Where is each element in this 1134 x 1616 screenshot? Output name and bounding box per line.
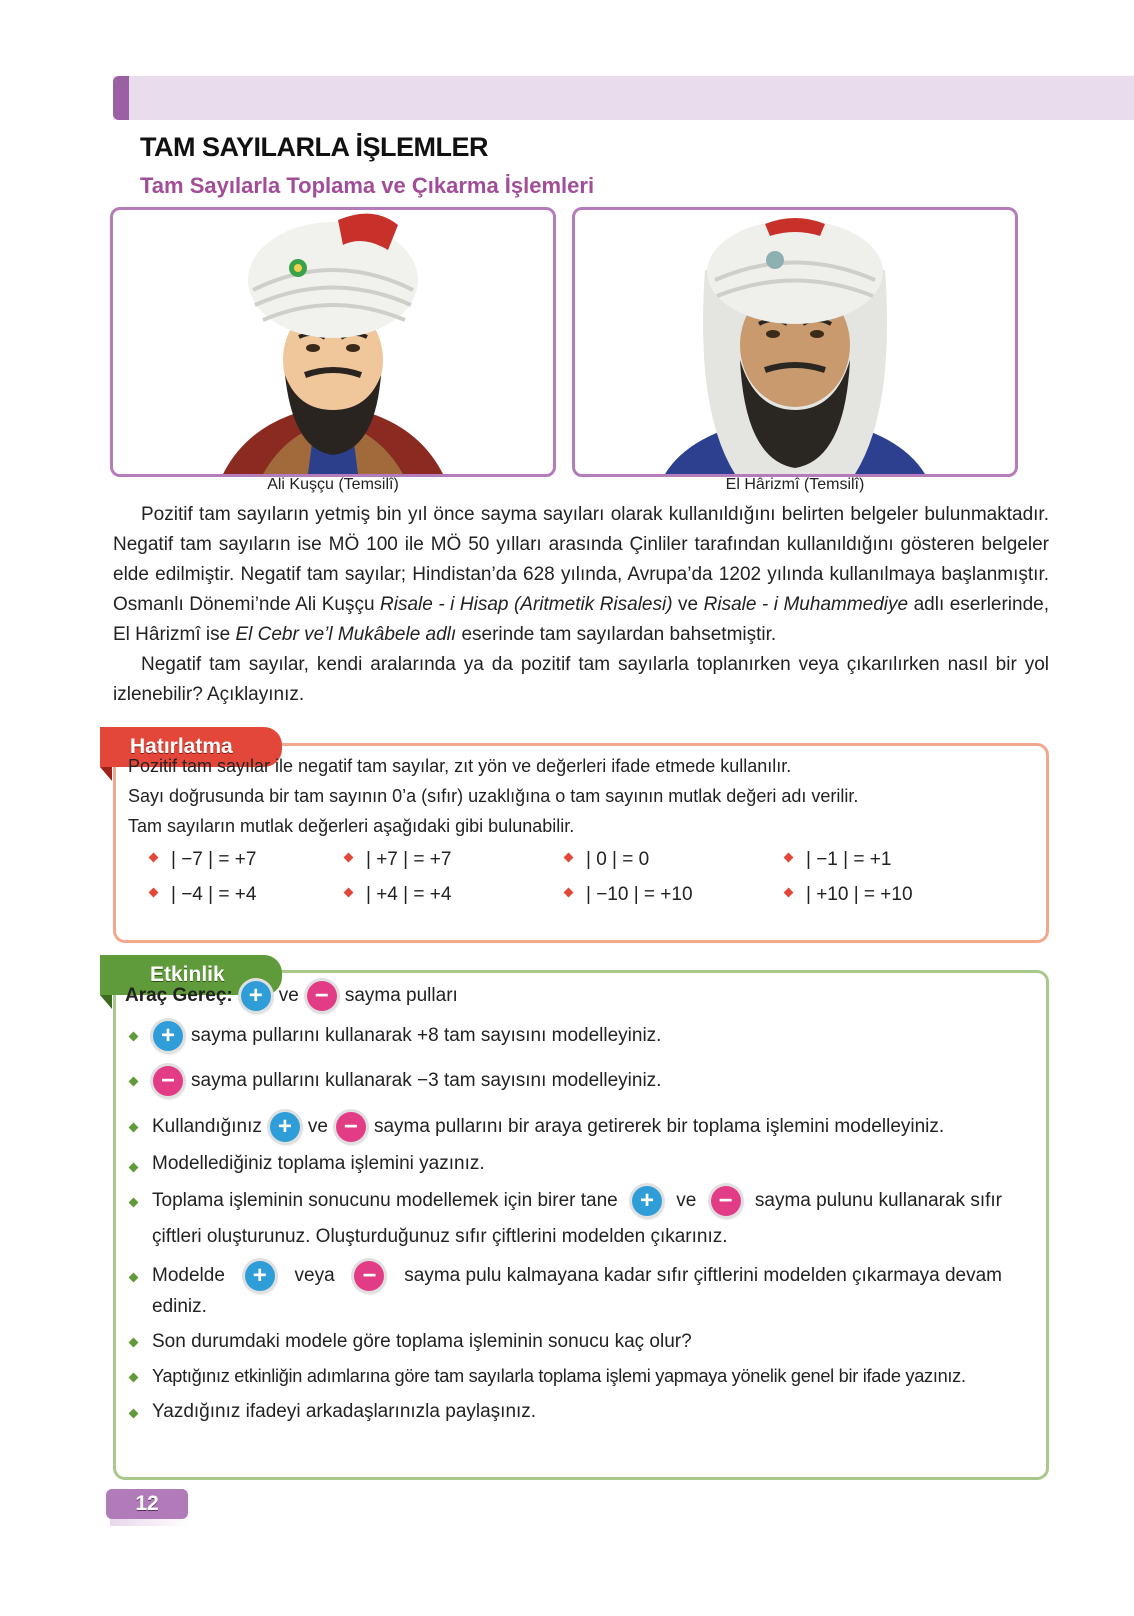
el-harizmi-illustration [575,210,1015,474]
activity-item: − sayma pullarını kullanarak −3 tam sayısını modelleyiniz. [145,1066,661,1096]
bullet-icon [564,853,574,863]
abs-value-item: | +4 | = +4 [345,884,451,906]
abs-value-item: | 0 | = 0 [565,849,649,871]
activity-item: Son durumdaki modele göre toplama işleminin sonucu kaç olur? [152,1331,692,1352]
bullet-icon [784,888,794,898]
activity-label: Etkinlik [100,955,282,995]
intro-paragraph-1: Pozitif tam sayıların yetmiş bin yıl önce sayma sayıları olarak kullanıldığını belirten belgeler bulunmaktadır. Negatif tam sayıların ise MÖ 100 ile MÖ 50 yılları arasında Çinliler tarafından kullanıldığını gösteren belgeler elde edilmiştir. Negatif tam sayılar; Hindistan’da 628 yılında, Avrupa’da 1202 yılında kullanılmaya başlanmıştır. Osmanlı Dönemi’nde Ali Kuşçu Risale - i Hisap (Aritmetik Risalesi) ve Risale - i Muhammediye adlı eserlerinde, El Hârizmî ise El Cebr ve’l Mukâbele adlı eserinde tam sayılardan bahsetmiştir. [113,504,1050,645]
plus-counter-icon: + [632,1186,662,1216]
portrait-caption-ali-kuscu: Ali Kuşçu (Temsilî) [267,476,399,493]
abs-value-item: | −10 | = +10 [565,884,693,906]
activity-item: Modelde + veya − sayma pulu kalmayana kadar sıfır çiftlerini modelden çıkarmaya devam [152,1262,1002,1289]
portrait-ali-kuscu [110,207,556,477]
activity-item: Toplama işleminin sonucunu modellemek için birer tane + ve − sayma pulunu kullanarak sıfır [152,1187,1002,1214]
minus-counter-icon: − [336,1112,366,1142]
activity-item: + sayma pullarını kullanarak +8 tam sayısını modelleyiniz. [145,1021,661,1051]
reminder-line: Tam sayıların mutlak değerleri aşağıdaki gibi bulunabilir. [128,816,575,836]
minus-counter-icon: − [307,981,337,1011]
activity-item: Yazdığınız ifadeyi arkadaşlarınızla paylaşınız. [152,1401,537,1422]
activity-item: Modellediğiniz toplama işlemini yazınız. [152,1153,485,1174]
bullet-icon [149,853,159,863]
bullet-icon [784,853,794,863]
plus-counter-icon: + [270,1112,300,1142]
activity-item-continuation: çiftleri oluşturunuz. Oluşturduğunuz sıfır çiftlerini modelden çıkarınız. [152,1226,728,1247]
bullet-icon [564,888,574,898]
portrait-el-harizmi [572,207,1018,477]
page-title: TAM SAYILARLA İŞLEMLER [140,132,489,162]
tools-label: Araç Gereç: [125,985,233,1006]
minus-counter-icon: − [354,1261,384,1291]
minus-counter-icon: − [153,1066,183,1096]
section-subtitle: Tam Sayılarla Toplama ve Çıkarma İşlemleri [140,173,595,198]
activity-tab-fold [100,995,112,1009]
portrait-caption-el-harizmi: El Hârizmî (Temsilî) [725,476,865,493]
header-bar [113,76,1134,120]
reminder-line: Sayı doğrusunda bir tam sayının 0’a (sıfır) uzaklığına o tam sayının mutlak değeri adı verilir. [128,786,859,806]
abs-value-item: | −7 | = +7 [150,849,256,871]
page-number: 12 [106,1489,188,1519]
activity-tools-line: Araç Gereç: + ve − sayma pulları [125,982,458,1009]
abs-value-item: | +7 | = +7 [345,849,451,871]
bullet-icon [344,888,354,898]
reminder-label: Hatırlatma [100,727,282,767]
reminder-line: Pozitif tam sayılar ile negatif tam sayılar, zıt yön ve değerleri ifade etmede kullanılır. [128,756,792,776]
reminder-tab-fold [100,767,112,781]
ali-kuscu-illustration [113,210,553,474]
header-accent-tab [113,76,129,120]
abs-value-item: | −1 | = +1 [785,849,891,871]
bullet-icon [149,888,159,898]
abs-value-item: | −4 | = +4 [150,884,256,906]
minus-counter-icon: − [711,1186,741,1216]
intro-paragraph-2: Negatif tam sayılar, kendi aralarında ya da pozitif tam sayılarla toplanırken veya çıkarılırken nasıl bir yol izlenebilir? Açıklayınız. [113,654,1049,705]
activity-item: Kullandığınız + ve − sayma pullarını bir araya getirerek bir toplama işlemini modelleyiniz. [152,1113,945,1140]
activity-item: Yaptığınız etkinliğin adımlarına göre tam sayılarla toplama işlemi yapmaya yönelik genel bir ifade yazınız. [152,1366,966,1386]
activity-item-continuation: ediniz. [152,1296,207,1317]
plus-counter-icon: + [153,1021,183,1051]
plus-counter-icon: + [241,981,271,1011]
plus-counter-icon: + [245,1261,275,1291]
intro-text [113,500,1049,710]
bullet-icon [344,853,354,863]
abs-value-item: | +10 | = +10 [785,884,913,906]
